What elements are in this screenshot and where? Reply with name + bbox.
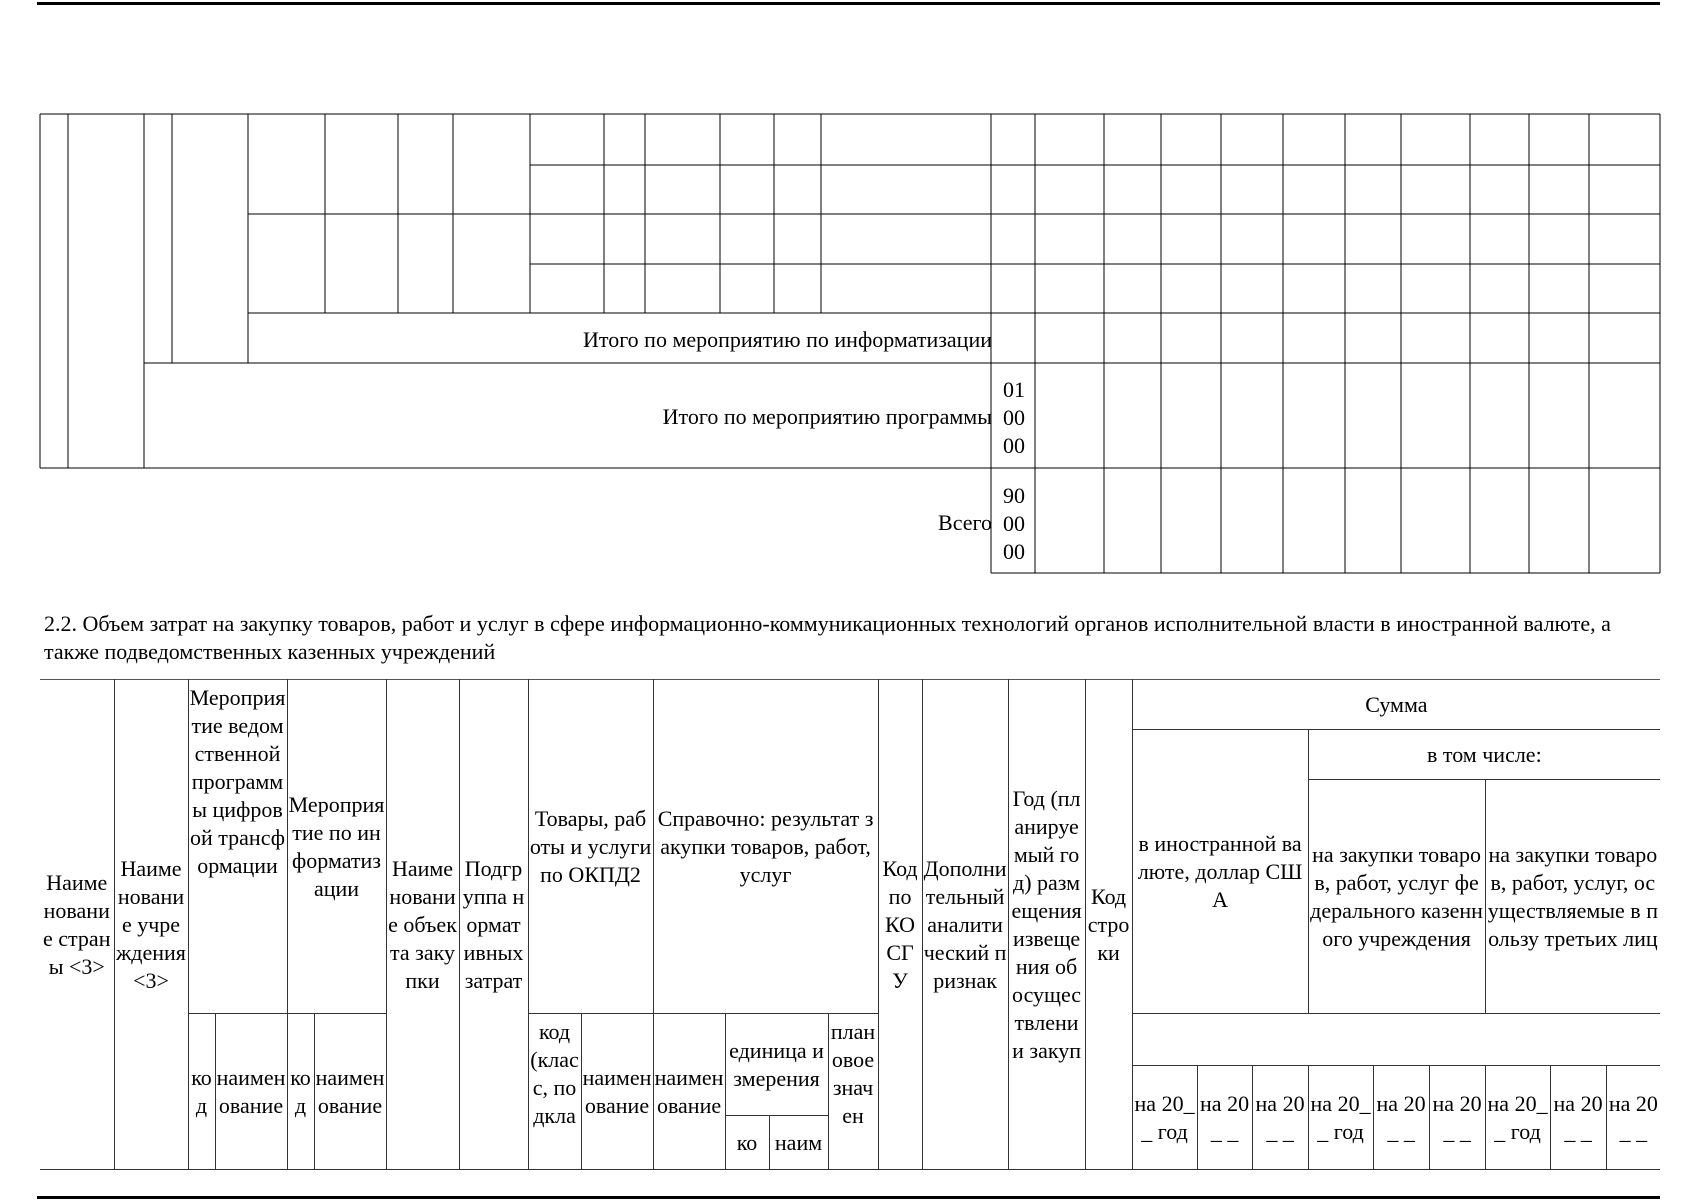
col-third-party: на закупки товаров, работ, услуг, осуществляемые в пользу третьих лиц <box>1485 780 1660 1014</box>
year-fed-1: на 20__ год <box>1308 1066 1373 1170</box>
year-third-1: на 20__ год <box>1485 1066 1550 1170</box>
info-name: наименование <box>314 1014 386 1170</box>
dept-code: код <box>188 1014 215 1170</box>
col-analytic: Дополнительный аналитический признак <box>922 680 1008 1170</box>
col-row-code: Код строки <box>1085 680 1132 1170</box>
col-norm-subgroup: Подгруппа нормативных затрат <box>459 680 528 1170</box>
col-in-foreign: в иностранной валюте, доллар США <box>1132 730 1308 1014</box>
year-fed-2: на 20_ _ <box>1373 1066 1429 1170</box>
ref-name: наименование <box>653 1014 725 1170</box>
col-reference: Справочно: результат закупки товаров, работ, услуг <box>653 680 878 1014</box>
year-third-2: на 20_ _ <box>1550 1066 1606 1170</box>
col-institution: Наименование учреждения <3> <box>114 680 188 1170</box>
col-kosgu: Код по КОСГУ <box>878 680 922 1170</box>
col-including: в том числе: <box>1308 730 1660 780</box>
total-program-code: 01 00 00 <box>1003 377 1025 458</box>
year-foreign-3: на 20_ _ <box>1252 1066 1308 1170</box>
col-okpd2: Товары, работы и услуги по ОКПД2 <box>528 680 653 1014</box>
year-foreign-2: на 20_ _ <box>1197 1066 1252 1170</box>
ref-unit: единица измерения <box>725 1014 828 1116</box>
col-info-measure: Мероприятие по информатизации <box>287 680 386 1014</box>
year-fed-3: на 20_ _ <box>1429 1066 1485 1170</box>
unit-name: наим <box>769 1116 828 1170</box>
col-fed-purchase: на закупки товаров, работ, услуг федерального казенного учреждения <box>1308 780 1485 1014</box>
okpd-name: наименование <box>581 1014 653 1170</box>
info-code: код <box>287 1014 314 1170</box>
dept-name: наименование <box>215 1014 287 1170</box>
bottom-rule <box>37 1196 1660 1199</box>
unit-code: ко <box>725 1116 769 1170</box>
year-foreign-1: на 20__ год <box>1132 1066 1197 1170</box>
header-table <box>40 679 1660 1170</box>
year-third-3: на 20_ _ <box>1606 1066 1660 1170</box>
col-year: Год (планируемый год) размещения извещения об осуществлении закуп <box>1008 680 1085 1170</box>
col-purchase-object: Наименование объекта закупки <box>386 680 459 1170</box>
okpd-code: код (класс, подкла <box>528 1014 581 1170</box>
total-all-code: 90 00 00 <box>1003 483 1025 564</box>
total-informatization-label: Итого по мероприятию по информатизации <box>582 327 992 352</box>
total-program-label: Итого по мероприятию программы <box>662 404 992 429</box>
ref-planned-value: плановое значен <box>828 1014 878 1170</box>
col-country: Наименование страны <3> <box>40 680 114 1170</box>
col-dept-program: Мероприятие ведомственной программы цифровой трансформации <box>188 680 287 1014</box>
col-sum: Сумма <box>1132 680 1660 730</box>
total-all-label: Всего <box>938 510 992 535</box>
section-caption: 2.2. Объем затрат на закупку товаров, работ и услуг в сфере информационно-коммуникационных технологий органов исполнительной власти в иностранной валюте, а также подведомственных казенных учреждений <box>44 611 1611 664</box>
